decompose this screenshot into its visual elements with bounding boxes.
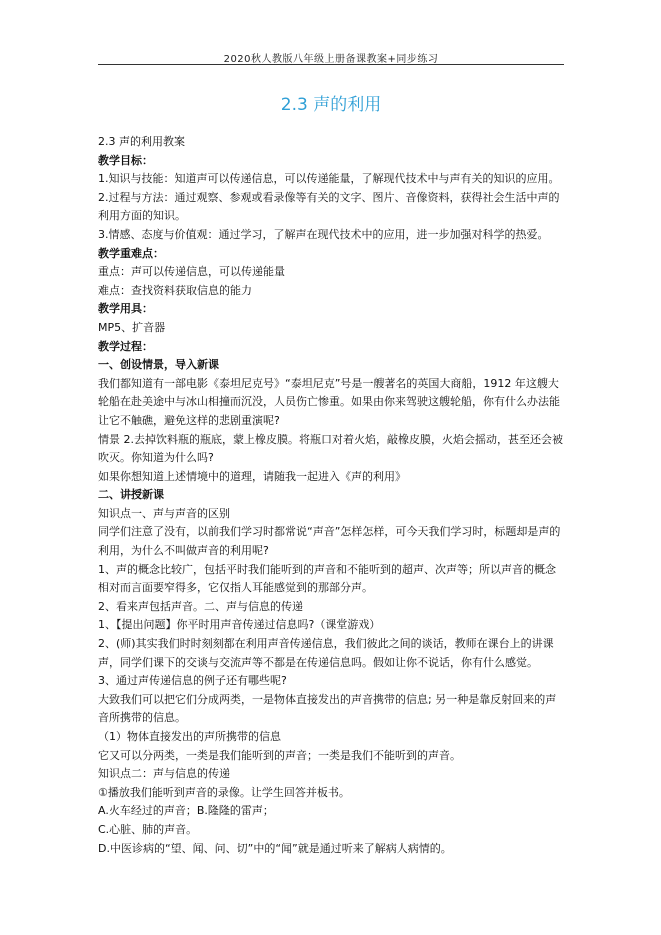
paragraph: 2、(师)其实我们时时刻刻都在利用声音传递信息，我们彼此之间的谈话，教师在课台上的讲课声，同学们课下的交谈与交流声等不都是在传递信息吗。假如让你不说话，你有什么感觉。 (98, 637, 554, 669)
paragraph: 重点：声可以传递信息，可以传递能量 (98, 265, 285, 279)
paragraph: 大致我们可以把它们分成两类，一是物体直接发出的声音携带的信息; 另一种是靠反射回来的声音所携带的信息。 (98, 692, 557, 725)
header-title: 2020秋人教版八年级上册备课教案+同步练习 (223, 54, 439, 65)
paragraph: 它又可以分两类，一类是我们能听到的声音；一类是我们不能听到的声音。 (98, 748, 461, 762)
section-heading: 二、讲授新课 (98, 488, 164, 502)
section-heading: 教学重难点： (98, 246, 164, 260)
paragraph: （1）物体直接发出的声所携带的信息 (98, 730, 281, 743)
document-body (98, 133, 564, 858)
paragraph: 1.知识与技能：知道声可以传递信息，可以传递能量，了解现代技术中与声有关的知识的应用。 (98, 172, 560, 186)
section-heading: 教学目标： (98, 153, 153, 167)
section-heading: 一、创设情景，导入新课 (98, 358, 219, 372)
paragraph: 难点：查找资料获取信息的能力 (98, 283, 252, 297)
paragraph: D.中医诊病的“望、闻、问、切”中的“闻”就是通过听来了解病人病情的。 (98, 841, 452, 855)
paragraph: 2.过程与方法：通过观察、参观或看录像等有关的文字、图片、音像资料，获得社会生活中声的利用方面的知识。 (98, 190, 560, 223)
paragraph: 3.情感、态度与价值观：通过学习，了解声在现代技术中的应用，进一步加强对科学的热爱。 (98, 227, 549, 241)
paragraph: ①播放我们能听到声音的录像。让学生回答并板书。 (98, 785, 350, 799)
paragraph: 3、通过声传递信息的例子还有哪些呢? (98, 674, 287, 688)
paragraph: 同学们注意了没有，以前我们学习时都常说“声音”怎样怎样，可今天我们学习时，标题却是声的利用，为什么不叫做声音的利用呢? (98, 525, 561, 558)
section-heading: 教学用具： (98, 302, 153, 316)
header-divider (98, 64, 564, 65)
paragraph: 情景 2.去掉饮料瓶的瓶底，蒙上橡皮膜。将瓶口对着火焰，敲橡皮膜，火焰会摇动，甚至还会被吹灭。你知道为什么吗? (98, 432, 563, 465)
document-title: 2.3 声的利用 (280, 95, 382, 115)
paragraph: 我们都知道有一部电影《泰坦尼克号》“泰坦尼克”号是一艘著名的英国大商船，1912 年这艘大轮船在赴美途中与冰山相撞而沉没，人员伤亡惨重。如果由你来驾驶这艘轮船，你有什么办法能让它不触礁，避免这样的悲剧重演呢? (98, 376, 560, 427)
paragraph: 知识点二：声与信息的传递 (98, 767, 230, 781)
paragraph: 1、【提出问题】你平时用声音传递过信息吗?（课堂游戏） (98, 618, 381, 632)
section-heading: 教学过程： (98, 339, 153, 353)
paragraph: 知识点一、声与声音的区别 (98, 506, 230, 520)
paragraph: MP5、扩音器 (98, 320, 166, 334)
paragraph: A.火车经过的声音；B.隆隆的雷声； (98, 804, 274, 818)
paragraph: 如果你想知道上述情境中的道理，请随我一起进入《声的利用》 (98, 469, 406, 483)
paragraph: 1、声的概念比较广，包括平时我们能听到的声音和不能听到的超声、次声等；所以声音的概念相对而言面要窄得多，它仅指人耳能感觉到的那部分声。 (98, 562, 556, 595)
paragraph: C.心脏、肺的声音。 (98, 822, 198, 836)
paragraph: 2.3 声的利用教案 (98, 135, 185, 148)
paragraph: 2、看来声包括声音。二、声与信息的传递 (98, 599, 303, 613)
